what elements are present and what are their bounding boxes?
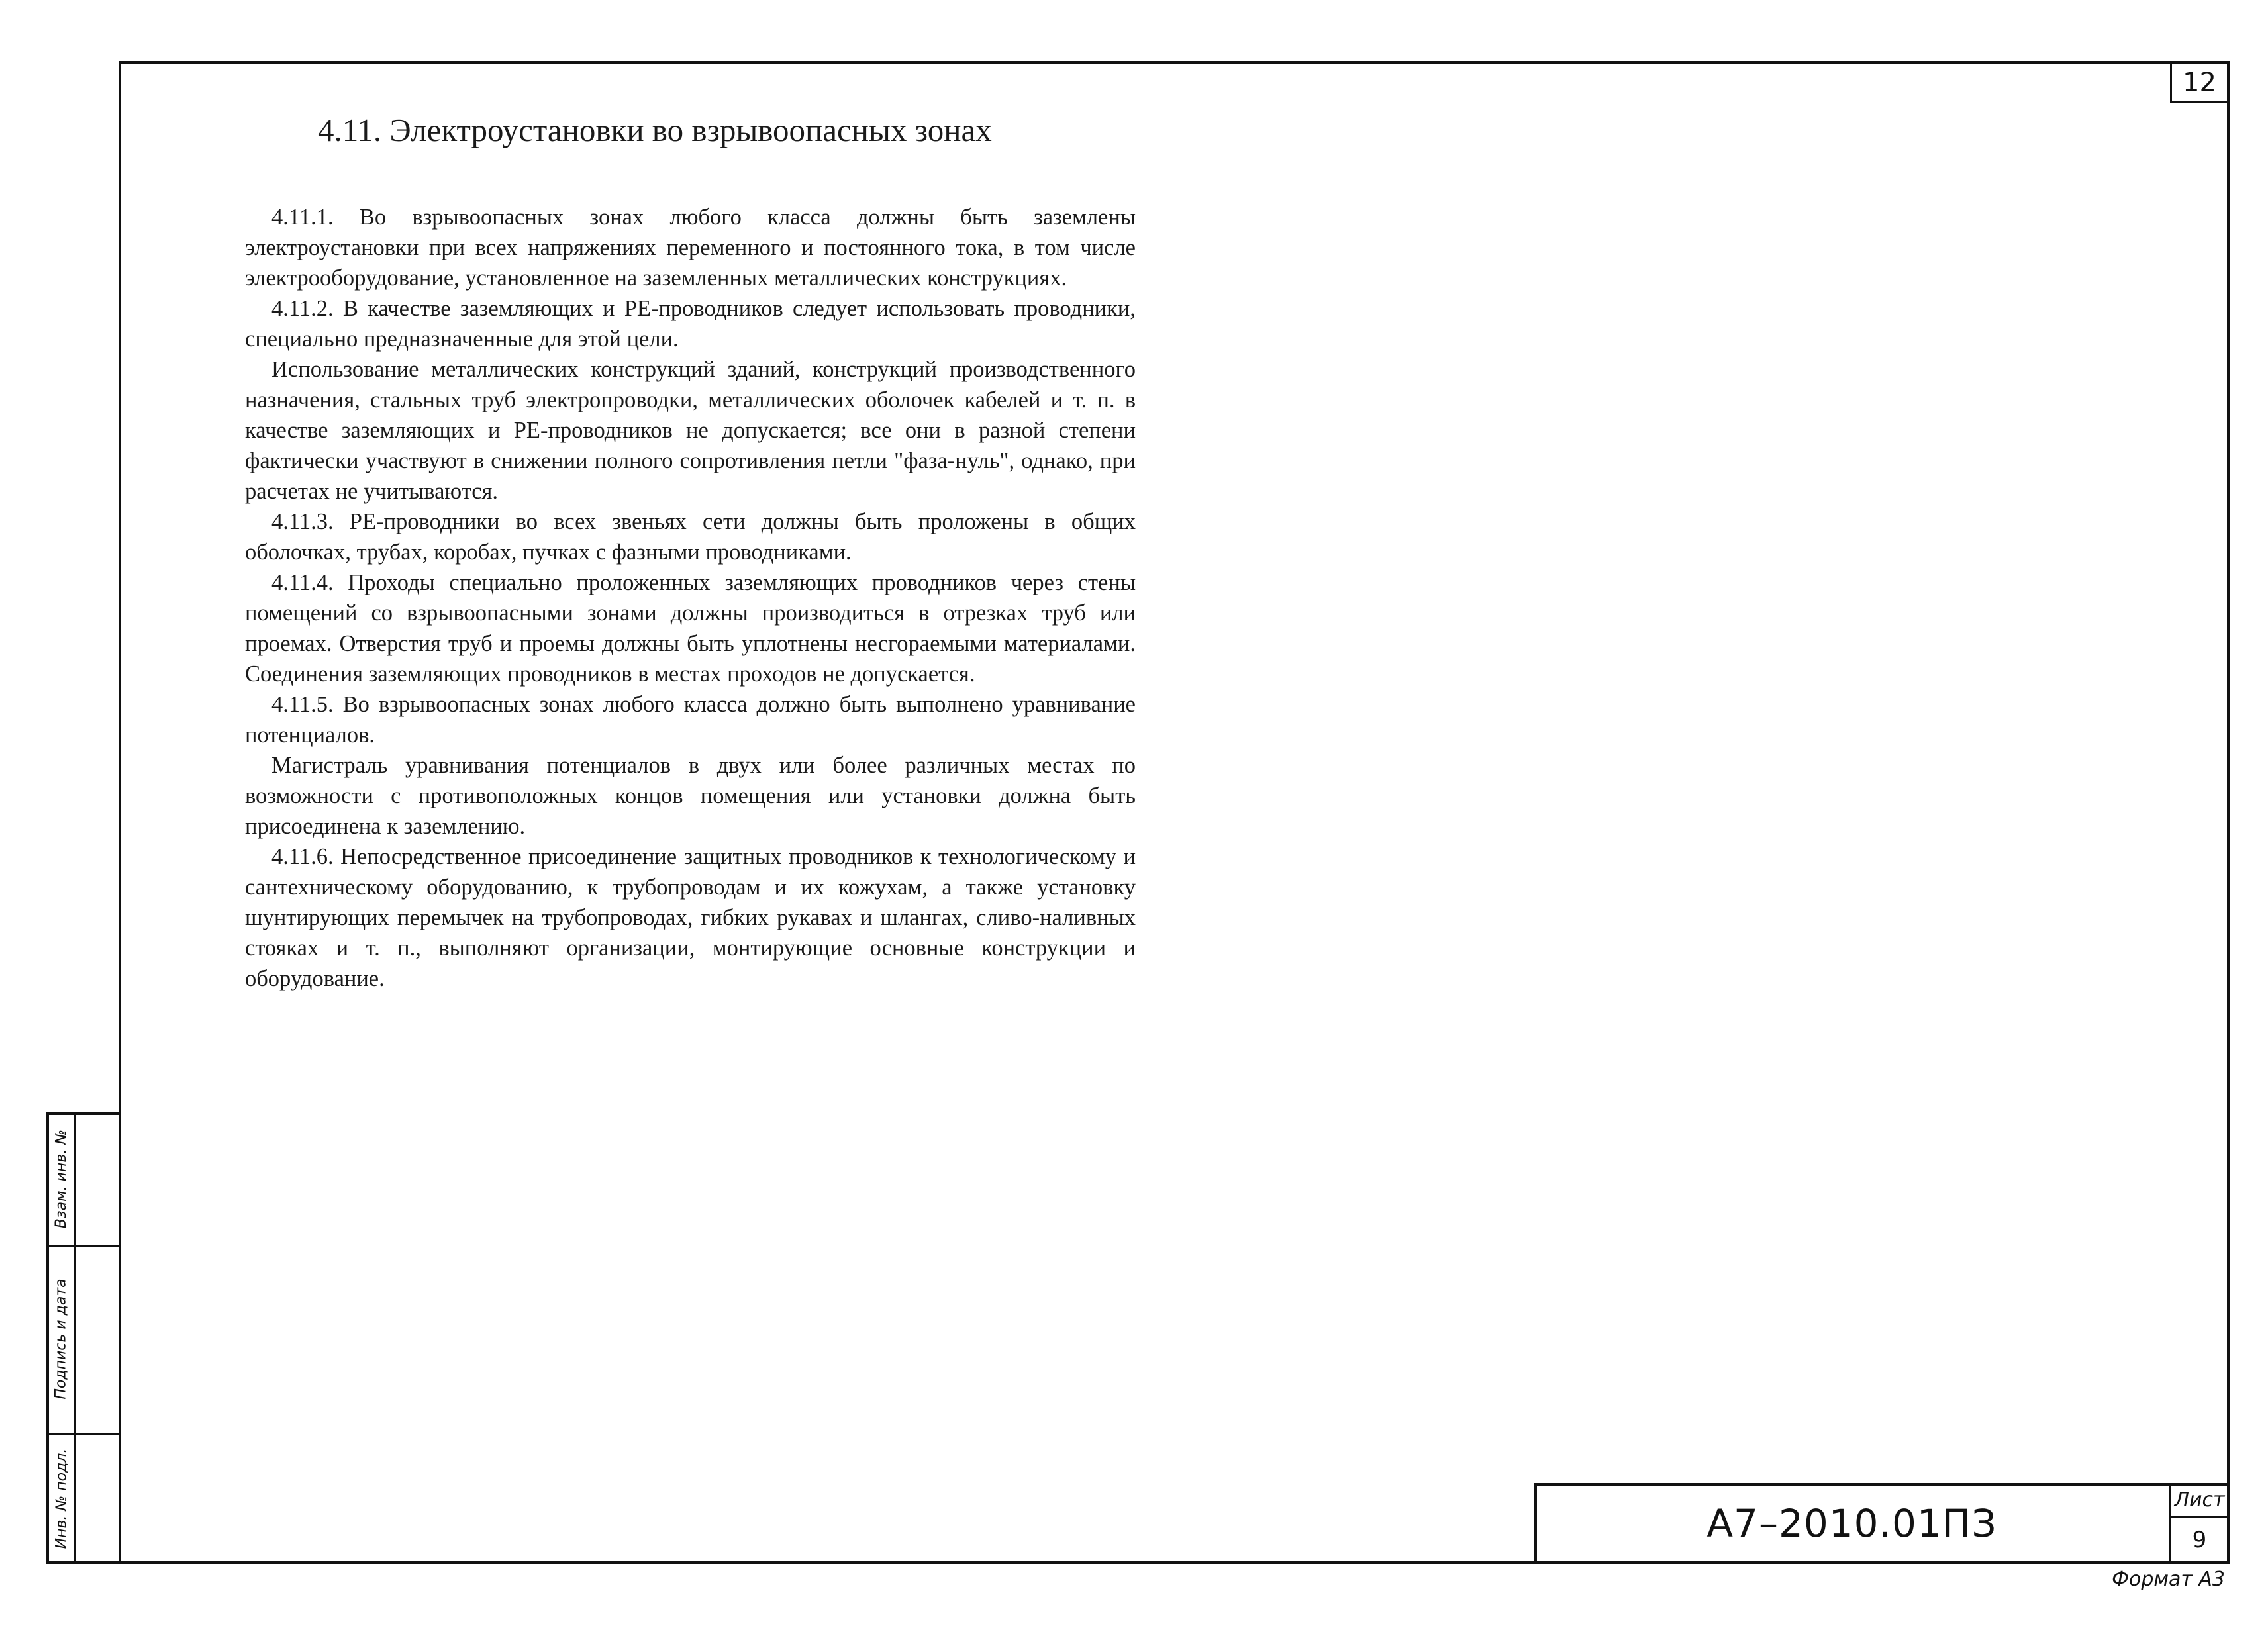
sheet-label: Лист bbox=[2174, 1488, 2225, 1512]
paragraph-metal-structures: Использование металлических конструкций зданий, конструкций производственного назначения, стальных труб электропроводки, металлических оболочек кабелей и т. п. в качестве заземляющих и PE-проводников не допускается; все они в разной степени фактически участвуют в снижении полного сопротивления петли "фаза-нуль", однако, при расчетах не учитываются. bbox=[245, 357, 1136, 504]
side-cell-inv-podl bbox=[46, 1433, 76, 1564]
section-heading: 4.11. Электроустановки во взрывоопасных зонах bbox=[318, 112, 992, 148]
side-cell-vzam-inv bbox=[46, 1112, 76, 1245]
sheet-number: 9 bbox=[2192, 1527, 2207, 1553]
side-cell-podpis-data bbox=[46, 1245, 76, 1433]
paragraph-4-11-6: 4.11.6. Непосредственное присоединение защитных проводников к технологическому и сантехническому оборудованию, к трубопроводам и их кожухам, а также установку шунтирующих перемычек на трубопроводах, гибких рукавах и шлангах, сливо-наливных стояках и т. п., выполняют организации, монтирующие основные конструкции и оборудование. bbox=[245, 844, 1136, 991]
paragraph-4-11-5: 4.11.5. Во взрывоопасных зонах любого класса должно быть выполнено уравнивание потенциалов. bbox=[245, 692, 1136, 748]
side-label-vzam-inv: Взам. инв. № bbox=[53, 1129, 70, 1228]
side-label-inv-podl: Инв. № подл. bbox=[53, 1448, 70, 1549]
paragraph-4-11-2: 4.11.2. В качестве заземляющих и PE-проводников следует использовать проводники, специально предназначенные для этой цели. bbox=[245, 296, 1136, 352]
paragraph-potential-main: Магистраль уравнивания потенциалов в двух или более различных местах по возможности с противоположных концов помещения или установки должна быть присоединена к заземлению. bbox=[245, 753, 1136, 839]
paragraph-4-11-3: 4.11.3. PE-проводники во всех звеньях сети должны быть проложены в общих оболочках, трубах, коробах, пучках с фазными проводниками. bbox=[245, 509, 1136, 565]
side-label-podpis-data: Подпись и дата bbox=[53, 1279, 70, 1400]
paragraph-4-11-1: 4.11.1. Во взрывоопасных зонах любого класса должны быть заземлены электроустановки при всех напряжениях переменного и постоянного тока, в том числе электрооборудование, установленное на заземленных металлических конструкциях. bbox=[245, 205, 1136, 291]
document-code: А7–2010.01ПЗ bbox=[1706, 1501, 1997, 1546]
top-sheet-number: 12 bbox=[2170, 64, 2227, 103]
paragraph-4-11-4: 4.11.4. Проходы специально проложенных заземляющих проводников через стены помещений со взрывоопасными зонами должны производиться в отрезках труб или проемах. Отверстия труб и проемы должны быть уплотнены несгораемыми материалами. Соединения заземляющих проводников в местах проходов не допускается. bbox=[245, 570, 1136, 687]
format-label: Формат А3 bbox=[2112, 1568, 2225, 1591]
body-text bbox=[245, 202, 1136, 994]
